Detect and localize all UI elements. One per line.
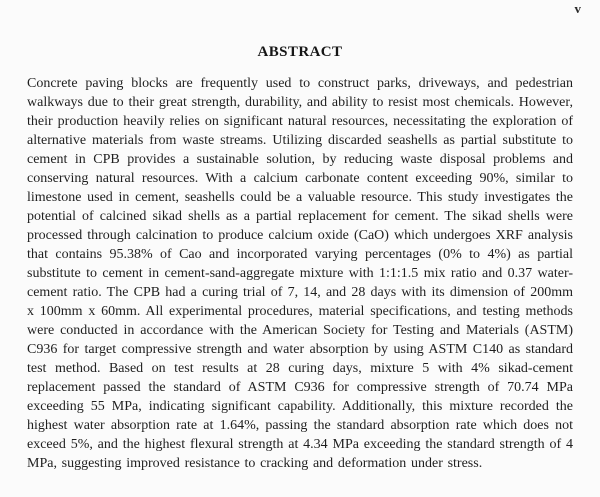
page-number: v: [574, 1, 581, 16]
abstract-paragraph: Concrete paving blocks are frequently used to construct parks, driveways, and pedestrian walkways due to their great strength, durability, and ability to resist most chemicals. However, their production heavily relies on significant natural resources, necessitating the exploration of alternative materials from waste streams. Utilizing discarded seashells as partial substitute to cement in CPB provides a sustainable solution, by reducing waste disposal problems and conserving natural resources. With a calcium carbonate content exceeding 90%, similar to limestone used in cement, seashells could be a valuable resource. This study investigates the potential of calcined sikad shells as a partial replacement for cement. The sikad shells were processed through calcination to produce calcium oxide (CaO) which undergoes XRF analysis that contains 95.38% of Cao and incorporated varying percentages (0% to 4%) as partial substitute to cement in cement-sand-aggregate mixture with 1:1:1.5 mix ratio and 0.37 water-cement ratio. The CPB had a curing trial of 7, 14, and 28 days with its dimension of 200mm x 100mm x 60mm. All experimental procedures, material specifications, and testing methods were conducted in accordance with the American Society for Testing and Materials (ASTM) C936 for target compressive strength and water absorption by using ASTM C140 as standard test method. Based on test results at 28 curing days, mixture 5 with 4% sikad-cement replacement passed the standard of ASTM C936 for compressive strength of 70.74 MPa exceeding 55 MPa, indicating significant capability. Additionally, this mixture recorded the highest water absorption rate at 1.64%, passing the standard absorption rate which does not exceed 5%, and the highest flexural strength at 4.34 MPa exceeding the standard strength of 4 MPa, suggesting improved resistance to cracking and deformation under stress.: [27, 76, 573, 471]
abstract-heading: ABSTRACT: [257, 44, 343, 60]
